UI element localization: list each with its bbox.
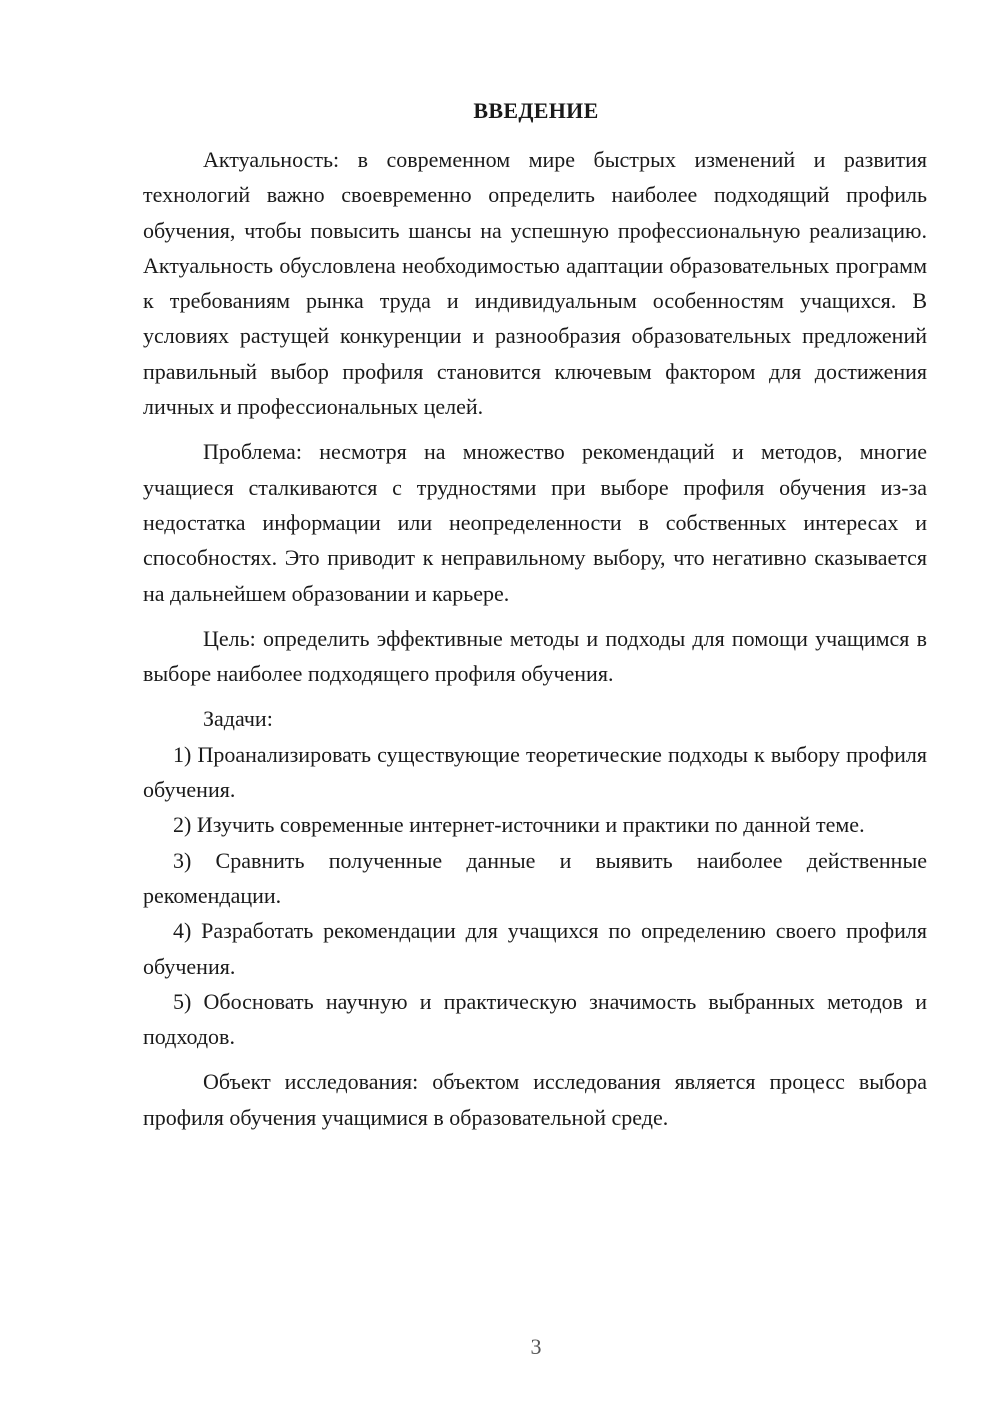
page-number: 3: [530, 1334, 542, 1359]
task-item: 5) Обосновать научную и практическую значимость выбранных методов и подходов.: [143, 988, 927, 1050]
goal-paragraph: Цель: определить эффективные методы и подходы для помощи учащимся в выборе наиболее подходящего профиля обучения.: [143, 625, 927, 687]
relevance-paragraph: Актуальность: в современном мире быстрых изменений и развития технологий важно своевременно определить наиболее подходящий профиль обучения, чтобы повысить шансы на успешную профессиональную реализацию. Актуальность обусловлена необходимостью адаптации образовательных программ к требованиям рынка труда и индивидуальным особенностям учащихся. В условиях растущей конкуренции и разнообразия образовательных предложений правильный выбор профиля становится ключевым фактором для достижения личных и профессиональных целей.: [143, 147, 927, 420]
problem-paragraph: Проблема: несмотря на множество рекомендаций и методов, многие учащиеся сталкиваются с трудностями при выборе профиля обучения из-за недостатка информации или неопределенности в собственных интересах и способностях. Это приводит к неправильному выбору, что негативно сказывается на дальнейшем образовании и карьере.: [143, 439, 927, 606]
task-item: 4) Разработать рекомендации для учащихся по определению своего профиля обучения.: [143, 918, 927, 979]
object-paragraph: Объект исследования: объектом исследования является процесс выбора профиля обучения учащимися в образовательной среде.: [143, 1069, 927, 1130]
section-heading: ВВЕДЕНИЕ: [473, 98, 599, 123]
task-item: 1) Проанализировать существующие теоретические подходы к выбору профиля обучения.: [143, 741, 927, 803]
task-item: 2) Изучить современные интернет-источники и практики по данной теме.: [173, 812, 865, 838]
body-text: [143, 142, 927, 1135]
tasks-heading: Задачи:: [203, 706, 273, 732]
task-item: 3) Сравнить полученные данные и выявить наиболее действенные рекомендации.: [143, 847, 927, 908]
